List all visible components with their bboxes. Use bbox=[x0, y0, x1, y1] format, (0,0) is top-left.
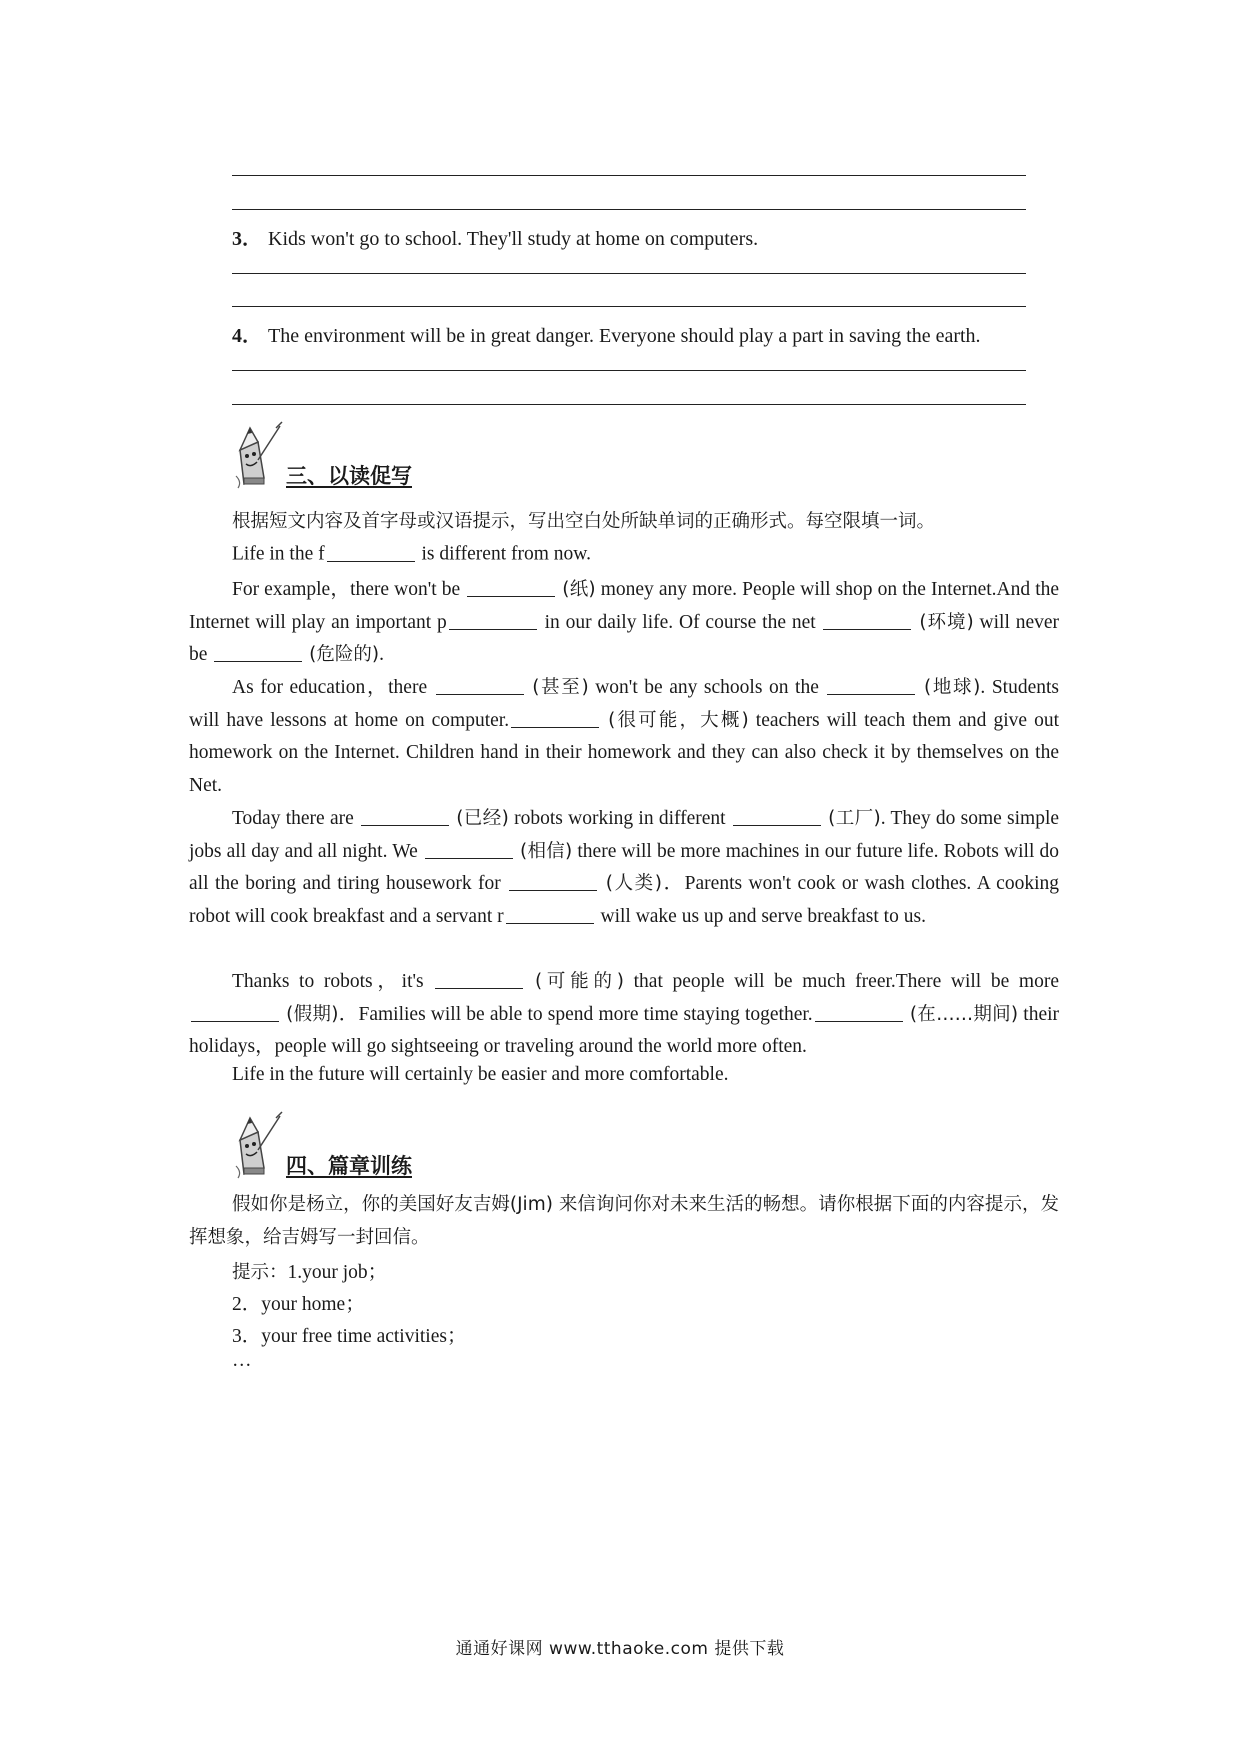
closing-line bbox=[232, 1064, 729, 1086]
text: For example，there won't be bbox=[232, 579, 466, 600]
answer-blank[interactable] bbox=[449, 609, 537, 630]
hint: (相信) bbox=[520, 840, 573, 862]
hint: (很可能，大概) bbox=[608, 709, 749, 731]
answer-line bbox=[232, 209, 1026, 210]
paragraph-4 bbox=[189, 966, 1059, 1064]
text: is different from now. bbox=[416, 543, 591, 565]
answer-blank[interactable] bbox=[827, 675, 915, 696]
text: there will be more machines in our future life. Robots will do all the boring and tiring housework for bbox=[189, 840, 1060, 895]
answer-blank[interactable] bbox=[511, 707, 599, 728]
text: ．Parents won't cook or wash clothes. A cooking robot will cook breakfast and a servant r bbox=[189, 873, 1060, 927]
hint: (人类) bbox=[605, 873, 662, 895]
text: teachers will teach them and give out homework on the Internet. Children hand in their homework and they can also check it by themselves on the Net. bbox=[189, 709, 1060, 796]
text: will never be bbox=[189, 611, 1060, 666]
hint-item: … bbox=[232, 1350, 252, 1371]
answer-line bbox=[232, 370, 1026, 371]
answer-blank[interactable] bbox=[815, 1001, 903, 1022]
hint-line bbox=[232, 1350, 252, 1372]
answer-line bbox=[232, 404, 1026, 405]
section-title: 四、篇章训练 bbox=[286, 1154, 412, 1178]
hint: (可能的) bbox=[534, 971, 624, 992]
hint: (在……期间) bbox=[909, 1003, 1019, 1025]
hint-item: 2．your home； bbox=[232, 1294, 365, 1315]
answer-line bbox=[232, 306, 1026, 307]
text: ．Families will be able to spend more time staying together. bbox=[338, 1003, 813, 1025]
hint: (已经) bbox=[456, 808, 509, 829]
text: Life in the f bbox=[232, 543, 325, 565]
answer-blank[interactable] bbox=[436, 675, 524, 696]
question-text: Kids won't go to school. They'll study at home on computers. bbox=[268, 228, 759, 250]
section-four-header bbox=[230, 1110, 530, 1180]
text: will wake us up and serve breakfast to us. bbox=[595, 905, 926, 927]
intro-line bbox=[232, 541, 591, 566]
question-4 bbox=[232, 319, 981, 348]
text: their holidays，people will go sightseeing or traveling around the world more often. bbox=[189, 1003, 1060, 1058]
answer-blank[interactable] bbox=[361, 806, 449, 827]
answer-blank[interactable] bbox=[435, 969, 523, 990]
prompt-text: 假如你是杨立，你的美国好友吉姆(Jim) 来信询问你对未来生活的畅想。请你根据下面的内容提示，发挥想象，给吉姆写一封回信。 bbox=[189, 1194, 1059, 1248]
answer-blank[interactable] bbox=[425, 838, 513, 859]
answer-blank[interactable] bbox=[733, 806, 821, 827]
instruction-text: 根据短文内容及首字母或汉语提示，写出空白处所缺单词的正确形式。每空限填一词。 bbox=[232, 511, 936, 532]
text: Thanks to robots，it's bbox=[232, 971, 434, 992]
text: robots working in different bbox=[508, 808, 731, 829]
text: . bbox=[379, 644, 384, 666]
text: Today there are bbox=[232, 808, 360, 829]
answer-blank[interactable] bbox=[214, 642, 302, 663]
hint-item: 3．your free time activities； bbox=[232, 1326, 467, 1347]
paragraph-2 bbox=[189, 672, 1059, 802]
answer-blank[interactable] bbox=[509, 871, 597, 892]
question-number: 4． bbox=[232, 325, 262, 347]
hint-line bbox=[232, 1320, 466, 1348]
question-3 bbox=[232, 222, 758, 251]
hint-line bbox=[232, 1288, 365, 1316]
text: that people will be much freer.There will be more bbox=[623, 971, 1059, 992]
hint: (地球) bbox=[923, 677, 981, 698]
text: As for education，there bbox=[232, 677, 434, 698]
answer-blank[interactable] bbox=[823, 609, 911, 630]
text: Life in the future will certainly be easier and more comfortable. bbox=[232, 1064, 729, 1085]
hint: (甚至) bbox=[532, 677, 589, 698]
answer-line bbox=[232, 175, 1026, 176]
hint: (工厂) bbox=[828, 808, 881, 829]
answer-line bbox=[232, 273, 1026, 274]
section-three-header bbox=[230, 420, 530, 490]
writing-prompt bbox=[189, 1189, 1059, 1254]
paragraph-1 bbox=[189, 574, 1059, 672]
answer-blank[interactable] bbox=[467, 577, 555, 598]
hint-line bbox=[232, 1256, 387, 1284]
pencil-mascot-icon bbox=[230, 1110, 284, 1180]
text: money any more. People will shop on the Internet.And the Internet will play an important p bbox=[189, 579, 1060, 633]
pencil-mascot-icon bbox=[230, 420, 284, 490]
hint: (环境) bbox=[919, 611, 974, 633]
answer-blank[interactable] bbox=[327, 541, 415, 562]
text: in our daily life. Of course the net bbox=[538, 611, 822, 633]
instruction bbox=[232, 506, 1072, 539]
hint: (危险的) bbox=[309, 644, 380, 666]
text: . Students will have lessons at home on computer. bbox=[189, 677, 1060, 731]
paragraph-3 bbox=[189, 803, 1059, 933]
section-title: 三、以读促写 bbox=[286, 464, 412, 488]
page-footer: 通通好课网 www.tthaoke.com 提供下载 bbox=[455, 1639, 785, 1659]
text: . They do some simple jobs all day and all night. We bbox=[189, 808, 1060, 862]
answer-blank[interactable] bbox=[506, 903, 594, 924]
text: won't be any schools on the bbox=[588, 677, 826, 698]
hint-label: 提示： bbox=[232, 1262, 288, 1283]
answer-blank[interactable] bbox=[191, 1001, 279, 1022]
hint: (假期) bbox=[286, 1003, 339, 1025]
hint-item: 1.your job； bbox=[287, 1262, 388, 1283]
question-number: 3． bbox=[232, 228, 262, 250]
question-text: The environment will be in great danger. Everyone should play a part in saving the earth. bbox=[268, 325, 981, 347]
hint: (纸) bbox=[562, 579, 596, 600]
